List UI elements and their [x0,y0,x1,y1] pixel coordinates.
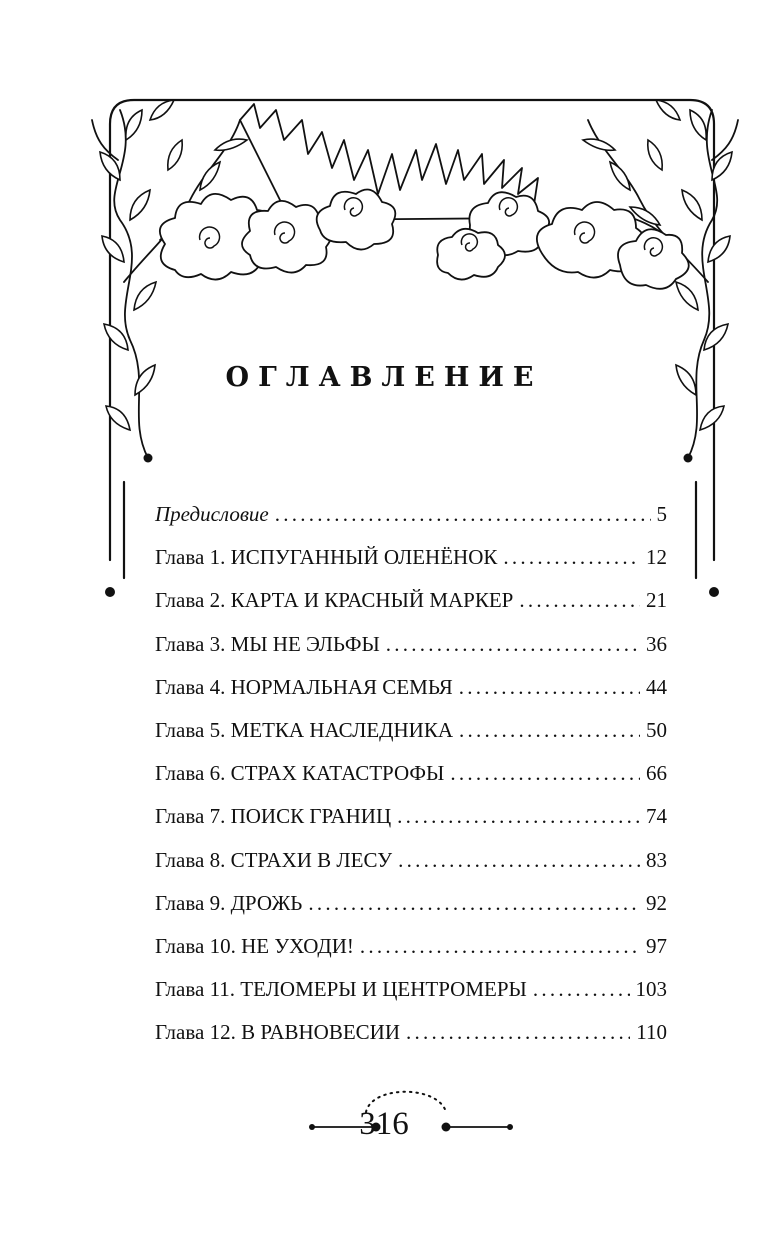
toc-dot-leader [519,588,640,613]
toc-dot-leader [386,632,640,657]
toc-entry [155,718,667,761]
toc-entry-page: 66 [646,761,667,786]
toc-entry-page: 92 [646,890,667,915]
frame-dot-right [709,587,719,597]
toc-entry [155,1020,667,1063]
toc-entry-title: Глава 9. ДРОЖЬ [155,890,303,915]
toc-entry [155,977,667,1020]
toc-entry-title: Глава 2. КАРТА И КРАСНЫЙ МАРКЕР [155,588,514,613]
toc-entry-title: Глава 12. В РАВНОВЕСИИ [155,1020,400,1045]
toc-entry [155,545,667,588]
toc-entry [155,632,667,675]
toc-entry-page: 21 [646,588,667,613]
toc-entry [155,761,667,804]
toc-entry-page: 110 [636,1020,667,1045]
toc-dot-leader [533,977,630,1002]
frame-dot-left [105,587,115,597]
toc-entry-title: Глава 7. ПОИСК ГРАНИЦ [155,804,392,829]
toc-dot-leader [459,718,640,743]
toc-dot-leader [308,891,640,916]
toc-entry-title: Глава 11. ТЕЛОМЕРЫ И ЦЕНТРОМЕРЫ [155,977,527,1002]
toc-entry-title: Глава 8. СТРАХИ В ЛЕСУ [155,847,393,872]
page-number: 316 [359,1106,409,1142]
toc-list [155,502,667,1063]
toc-entry-page: 50 [646,717,667,742]
toc-entry-page: 97 [646,933,667,958]
toc-dot-leader [450,761,640,786]
toc-entry-title: Глава 10. НЕ УХОДИ! [155,933,354,958]
toc-dot-leader [275,502,651,527]
toc-entry-page: 74 [646,804,667,829]
toc-dot-leader [397,804,640,829]
toc-entry-title: Глава 4. НОРМАЛЬНАЯ СЕМЬЯ [155,674,453,699]
toc-entry [155,848,667,891]
toc-dot-leader [503,545,640,570]
toc-entry-title: Глава 3. МЫ НЕ ЭЛЬФЫ [155,631,380,656]
toc-entry-page: 44 [646,674,667,699]
toc-entry [155,502,667,545]
toc-entry-page: 103 [635,977,667,1002]
toc-entry-page: 12 [646,545,667,570]
toc-entry-title: Глава 5. МЕТКА НАСЛЕДНИКА [155,717,453,742]
toc-dot-leader [459,675,640,700]
toc-entry-title: Глава 6. СТРАХ КАТАСТРОФЫ [155,761,445,786]
toc-dot-leader [360,934,640,959]
toc-dot-leader [406,1020,630,1045]
toc-entry [155,588,667,631]
toc-entry-page: 83 [646,847,667,872]
toc-dot-leader [398,848,640,873]
toc-entry [155,804,667,847]
toc-entry [155,934,667,977]
toc-entry-title: Глава 1. ИСПУГАННЫЙ ОЛЕНЁНОК [155,545,498,570]
toc-entry-title: Предисловие [155,502,269,526]
toc-entry [155,891,667,934]
toc-heading: ОГЛАВЛЕНИЕ [225,362,543,393]
toc-entry-page: 36 [646,631,667,656]
cloud-garland [160,104,689,289]
toc-entry [155,675,667,718]
toc-entry-page: 5 [656,502,667,526]
